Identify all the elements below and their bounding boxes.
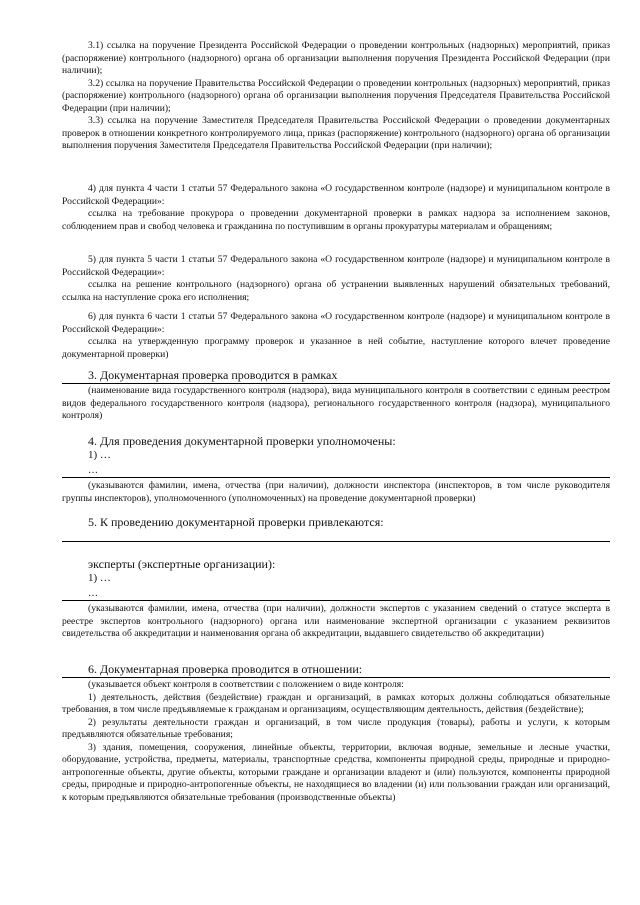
heading-5-experts: эксперты (экспертные организации): [88,557,276,571]
fill-line-6 [62,677,610,678]
list-item-4-1: 1) … [88,449,111,461]
section-item-4 [62,183,610,233]
paragraph-6: 6) для пункта 6 части 1 статьи 57 Федерального закона «О государственном контроле (надзоре) и муниципальном контроле в Российской Федерации»: [62,311,610,335]
fill-line-5a [62,541,610,542]
section-3-basis-items [62,40,610,153]
paragraph-5-link: ссылка на решение контрольного (надзорного) органа об устранении выявленных нарушений обязательных требований, ссылка на наступление срока его исполнения; [62,279,610,303]
list-item-5-1: 1) … [88,572,111,584]
section-item-5 [62,254,610,304]
paragraph-3-2: 3.2) ссылка на поручение Правительства Российской Федерации о проведении контрольных (надзорных) мероприятий, приказ (распоряжение) контрольного (надзорного) органа об организации выполнения поручения Председателя Правительства Российской Федерации (при наличии); [62,77,610,114]
note-4: (указываются фамилии, имена, отчества (при наличии), должности инспектора (инспекторов, в том числе руководителя группы инспекторов), уполномоченного (уполномоченных) на проведение документарной проверки) [62,480,610,504]
note-3: (наименование вида государственного контроля (надзора), вида муниципального контроля в соответствии с единым реестром видов федерального государственного контроля (надзора), регионального государственного контроля (надзора), муниципального контроля) [62,385,610,421]
fill-line-3 [62,383,610,384]
note-6-item-3: 3) здания, помещения, сооружения, линейные объекты, территории, включая водные, земельные и лесные участки, оборудование, устройства, предметы, материалы, транспортные средства, компоненты природной среды, природные и природно-антропогенные объекты, другие объекты, которыми граждане и организации владеют и (или) пользуются, компоненты природной среды, природные и природно-антропогенные объекты, не находящиеся во владении (и) или пользовании граждан или организаций, к которым предъявляются обязательные требования (производственные объекты) [62,741,610,803]
heading-5: 5. К проведению документарной проверки привлекаются: [88,515,384,529]
note-5: (указываются фамилии, имена, отчества (при наличии), должности экспертов с указанием сведений о статусе эксперта в реестре экспертов контрольного (надзорного) органа или наименование экспертной организации с указанием реквизитов свидетельства об аккредитации и наименования органа об аккредитации, выдавшего свидетельство об аккредитации) [62,603,610,639]
section-item-6 [62,311,610,361]
list-dots-4: … [88,465,98,476]
note-6-intro: (указывается объект контроля в соответствии с положением о виде контроля: [88,679,404,690]
paragraph-5: 5) для пункта 5 части 1 статьи 57 Федерального закона «О государственном контроле (надзоре) и муниципальном контроле в Российской Федерации»: [62,254,610,278]
heading-6: 6. Документарная проверка проводится в отношении: [88,662,363,676]
paragraph-4: 4) для пункта 4 части 1 статьи 57 Федерального закона «О государственном контроле (надзоре) и муниципальном контроле в Российской Федерации»: [62,183,610,207]
paragraph-3-1: 3.1) ссылка на поручение Президента Российской Федерации о проведении контрольных (надзорных) мероприятий, приказ (распоряжение) контрольного (надзорного) органа об организации выполнения поручения Президента Российской Федерации (при наличии); [62,40,610,76]
paragraph-3-3: 3.3) ссылка на поручение Заместителя Председателя Правительства Российской Федерации о проведении документарных проверок в отношении конкретного контролируемого лица, приказ (распоряжение) контрольного (надзорного) органа об организации выполнения поручения Заместителя Председателя Правительства Российской Федерации (при наличии); [62,115,610,151]
fill-line-4 [62,477,610,478]
paragraph-6-link: ссылка на утвержденную программу проверок и указанное в ней событие, наступление которого влечет проведение документарной проверки) [62,336,610,360]
list-dots-5: … [88,588,98,599]
note-6 [62,679,610,804]
fill-line-5b [62,600,610,601]
heading-3: 3. Документарная проверка проводится в рамках [88,368,338,382]
heading-4: 4. Для проведения документарной проверки уполномочены: [88,434,396,448]
note-6-item-1: 1) деятельность, действия (бездействие) граждан и организаций, в рамках которых должны соблюдаться обязательные требования, в том числе предъявляемые к гражданам и организациям, осуществляющим деятельность, действия (бездействие); [62,691,610,715]
note-6-item-2: 2) результаты деятельности граждан и организаций, в том числе продукция (товары), работы и услуги, к которым предъявляются обязательные требования; [62,716,610,740]
paragraph-4-link: ссылка на требование прокурора о проведении документарной проверки в рамках надзора за исполнением законов, соблюдением прав и свобод человека и гражданина по поступившим в органы прокуратуры материалам и обращениям; [62,208,610,232]
